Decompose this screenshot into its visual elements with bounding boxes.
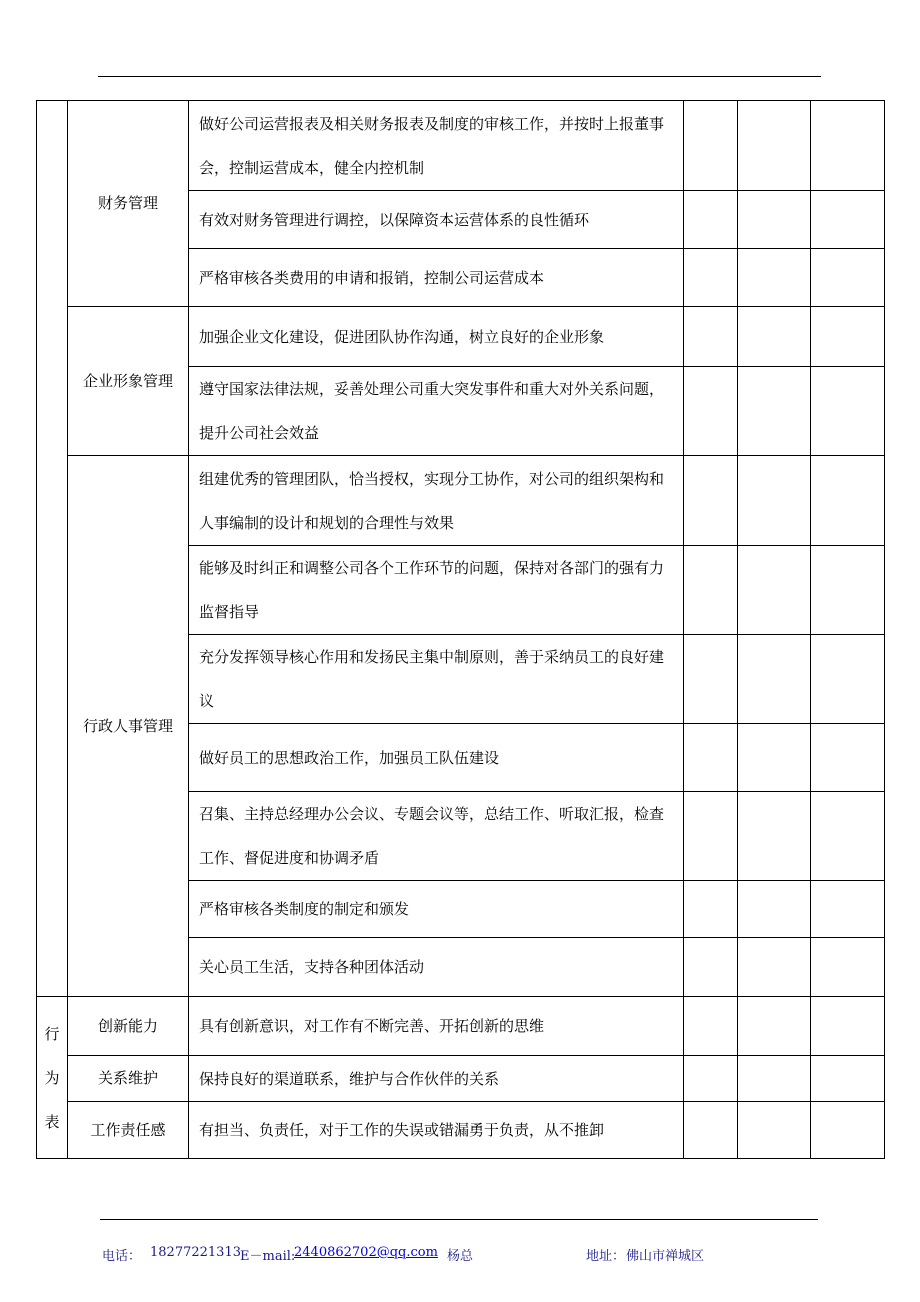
item-text: 关心员工生活，支持各种团体活动 [199, 958, 425, 976]
item-cell [189, 101, 684, 191]
group-admin [68, 456, 189, 997]
address-label: 地址： [586, 1249, 626, 1264]
score-cell[interactable] [811, 1102, 885, 1159]
group-label: 行政人事管理 [82, 716, 173, 735]
score-cell[interactable] [738, 1102, 811, 1159]
email-label: E－mail: [240, 1249, 296, 1264]
score-cell[interactable] [684, 635, 738, 724]
email-link[interactable]: 2440862702@qq.com [294, 1245, 438, 1260]
score-cell[interactable] [738, 792, 811, 881]
score-cell[interactable] [684, 997, 738, 1056]
score-cell[interactable] [684, 101, 738, 191]
score-cell[interactable] [738, 249, 811, 307]
contact-name: 杨总 [447, 1249, 474, 1264]
score-cell[interactable] [684, 307, 738, 367]
item-cell [189, 546, 684, 635]
score-cell[interactable] [811, 792, 885, 881]
group-label: 关系维护 [97, 1069, 158, 1087]
score-cell[interactable] [738, 101, 811, 191]
evaluation-table [36, 100, 885, 1159]
score-cell[interactable] [811, 367, 885, 456]
section-char: 为 [44, 1068, 60, 1087]
table-row [37, 307, 885, 367]
score-cell[interactable] [738, 546, 811, 635]
score-cell[interactable] [684, 792, 738, 881]
item-text: 有担当、负责任，对于工作的失误或错漏勇于负责，从不推卸 [199, 1121, 605, 1139]
item-text: 保持良好的渠道联系，维护与合作伙伴的关系 [199, 1069, 500, 1088]
score-cell[interactable] [684, 546, 738, 635]
section-char: 行 [44, 1024, 60, 1043]
item-cell [189, 249, 684, 307]
item-text: 严格审核各类制度的制定和颁发 [199, 900, 410, 918]
score-cell[interactable] [738, 307, 811, 367]
item-cell [189, 456, 684, 546]
item-cell [189, 1102, 684, 1159]
score-cell[interactable] [811, 546, 885, 635]
section-char: 表 [44, 1112, 60, 1131]
address-value: 佛山市禅城区 [626, 1249, 705, 1264]
item-cell [189, 307, 684, 367]
score-cell[interactable] [684, 938, 738, 997]
section-behavior-label [37, 997, 68, 1159]
group-innovation [68, 997, 189, 1056]
score-cell[interactable] [684, 724, 738, 792]
score-cell[interactable] [738, 635, 811, 724]
footer-rule [100, 1219, 818, 1220]
group-label: 工作责任感 [90, 1120, 166, 1139]
group-label: 企业形象管理 [82, 371, 173, 390]
header-rule [98, 76, 821, 77]
item-cell [189, 938, 684, 997]
score-cell[interactable] [684, 456, 738, 546]
item-text: 做好员工的思想政治工作，加强员工队伍建设 [199, 748, 500, 767]
item-text: 做好公司运营报表及相关财务报表及制度的审核工作，并按时上报董事会，控制运营成本，健全内控机制 [199, 114, 665, 177]
group-label: 财务管理 [97, 194, 158, 212]
score-cell[interactable] [811, 191, 885, 249]
item-cell [189, 1056, 684, 1102]
item-cell [189, 881, 684, 938]
score-cell[interactable] [684, 249, 738, 307]
score-cell[interactable] [684, 367, 738, 456]
section-cell-blank [37, 101, 68, 997]
item-cell [189, 367, 684, 456]
table-row [37, 997, 885, 1056]
score-cell[interactable] [738, 367, 811, 456]
table-row [37, 1102, 885, 1159]
item-cell [189, 635, 684, 724]
item-text: 能够及时纠正和调整公司各个工作环节的问题，保持对各部门的强有力监督指导 [199, 559, 665, 621]
item-cell [189, 792, 684, 881]
item-cell [189, 724, 684, 792]
score-cell[interactable] [738, 938, 811, 997]
score-cell[interactable] [738, 191, 811, 249]
item-text: 充分发挥领导核心作用和发扬民主集中制原则，善于采纳员工的良好建议 [199, 648, 665, 710]
phone-number: 18277221313 [150, 1245, 241, 1260]
item-text: 组建优秀的管理团队，恰当授权，实现分工协作，对公司的组织架构和人事编制的设计和规划的合理性与效果 [199, 469, 665, 532]
score-cell[interactable] [811, 307, 885, 367]
group-image [68, 307, 189, 456]
score-cell[interactable] [811, 881, 885, 938]
score-cell[interactable] [684, 881, 738, 938]
table-row [37, 101, 885, 191]
score-cell[interactable] [811, 1056, 885, 1102]
score-cell[interactable] [738, 1056, 811, 1102]
item-text: 有效对财务管理进行调控，以保障资本运营体系的良性循环 [199, 210, 590, 229]
footer [102, 1245, 822, 1265]
table-row [37, 1056, 885, 1102]
score-cell[interactable] [738, 881, 811, 938]
score-cell[interactable] [811, 249, 885, 307]
score-cell[interactable] [738, 724, 811, 792]
group-finance [68, 101, 189, 307]
score-cell[interactable] [738, 997, 811, 1056]
score-cell[interactable] [684, 1102, 738, 1159]
phone-label: 电话： [102, 1249, 142, 1264]
score-cell[interactable] [811, 997, 885, 1056]
table-row [37, 456, 885, 546]
item-cell [189, 191, 684, 249]
item-text: 严格审核各类费用的申请和报销，控制公司运营成本 [199, 268, 545, 287]
score-cell[interactable] [684, 1056, 738, 1102]
score-cell[interactable] [811, 101, 885, 191]
score-cell[interactable] [811, 938, 885, 997]
group-relations [68, 1056, 189, 1102]
group-label: 创新能力 [97, 1016, 158, 1035]
item-text: 遵守国家法律法规，妥善处理公司重大突发事件和重大对外关系问题，提升公司社会效益 [199, 380, 665, 442]
score-cell[interactable] [738, 456, 811, 546]
item-text: 加强企业文化建设，促进团队协作沟通，树立良好的企业形象 [199, 327, 605, 346]
score-cell[interactable] [684, 191, 738, 249]
item-cell [189, 997, 684, 1056]
score-cell[interactable] [811, 635, 885, 724]
item-text: 召集、主持总经理办公会议、专题会议等，总结工作、听取汇报，检查工作、督促进度和协调矛盾 [199, 805, 665, 867]
group-responsibility [68, 1102, 189, 1159]
item-text: 具有创新意识，对工作有不断完善、开拓创新的思维 [199, 1017, 545, 1035]
score-cell[interactable] [811, 724, 885, 792]
score-cell[interactable] [811, 456, 885, 546]
